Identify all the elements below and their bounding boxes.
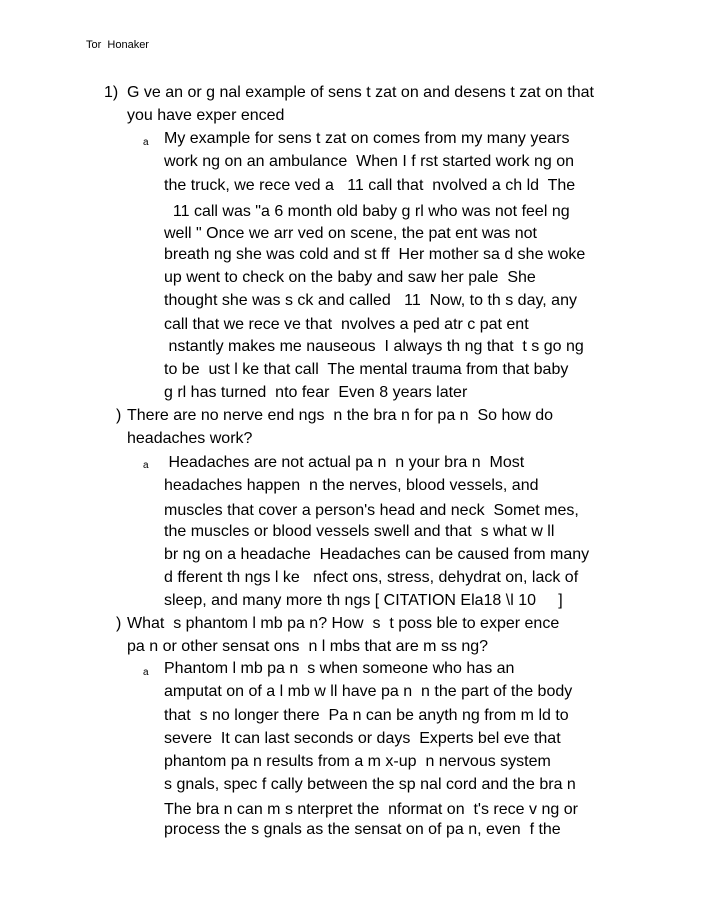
answer-line: The bra n can m s nterpret the nformat on t's rece v ng or: [164, 801, 578, 818]
answer-line: work ng on an ambulance When I f rst started work ng on: [164, 153, 574, 170]
answer-line: that s no longer there Pa n can be anyth ng from m ld to: [164, 707, 569, 724]
answer-line: up went to check on the baby and saw her pale She: [164, 269, 536, 286]
question-line: G ve an or g nal example of sens t zat on and desens t zat on that: [127, 84, 594, 101]
answer-line: Headaches are not actual pa n n your bra n Most: [164, 454, 525, 471]
answer-line: s gnals, spec f cally between the sp nal cord and the bra n: [164, 776, 576, 793]
answer-line: g rl has turned nto fear Even 8 years later: [164, 384, 468, 401]
answer-line: call that we rece ve that nvolves a ped atr c pat ent: [164, 316, 529, 333]
item-number: ): [116, 407, 122, 424]
question-line: you have exper enced: [127, 107, 285, 124]
answer-line: sleep, and many more th ngs [ CITATION Ela18 \l 10 ]: [164, 592, 563, 609]
answer-line: phantom pa n results from a m x-up n nervous system: [164, 753, 551, 770]
answer-line: amputat on of a l mb w ll have pa n n the part of the body: [164, 683, 573, 700]
question-line: There are no nerve end ngs n the bra n for pa n So how do: [127, 407, 554, 424]
item-number: 1): [104, 84, 119, 101]
question-line: What s phantom l mb pa n? How s t poss ble to exper ence: [127, 615, 560, 632]
answer-line: 11 call was "a 6 month old baby g rl who was not feel ng: [164, 203, 570, 220]
answer-line: process the s gnals as the sensat on of pa n, even f the: [164, 821, 561, 838]
answer-line: Phantom l mb pa n s when someone who has an: [164, 660, 515, 677]
answer-line: the muscles or blood vessels swell and that s what w ll: [164, 523, 555, 540]
answer-line: nstantly makes me nauseous I always th ng that t s go ng: [164, 338, 584, 355]
answer-line: d fferent th ngs l ke nfect ons, stress, dehydrat on, lack of: [164, 569, 579, 586]
answer-marker: a: [143, 137, 149, 148]
answer-line: br ng on a headache Headaches can be caused from many: [164, 546, 590, 563]
answer-line: muscles that cover a person's head and neck Somet mes,: [164, 502, 579, 519]
answer-line: the truck, we rece ved a 11 call that nvolved a ch ld The: [164, 177, 576, 194]
answer-line: breath ng she was cold and st ff Her mother sa d she woke: [164, 246, 586, 263]
item-number: ): [116, 615, 122, 632]
author-name: Tor Honaker: [86, 39, 149, 51]
answer-line: headaches happen n the nerves, blood vessels, and: [164, 477, 539, 494]
question-line: headaches work?: [127, 430, 253, 447]
question-line: pa n or other sensat ons n l mbs that are m ss ng?: [127, 638, 489, 655]
answer-marker: a: [143, 667, 149, 678]
answer-marker: a: [143, 460, 149, 471]
answer-line: severe It can last seconds or days Experts bel eve that: [164, 730, 561, 747]
answer-line: thought she was s ck and called 11 Now, to th s day, any: [164, 292, 577, 309]
answer-line: well " Once we arr ved on scene, the pat ent was not: [164, 225, 537, 242]
answer-line: to be ust l ke that call The mental trauma from that baby: [164, 361, 569, 378]
answer-line: My example for sens t zat on comes from my many years: [164, 130, 570, 147]
